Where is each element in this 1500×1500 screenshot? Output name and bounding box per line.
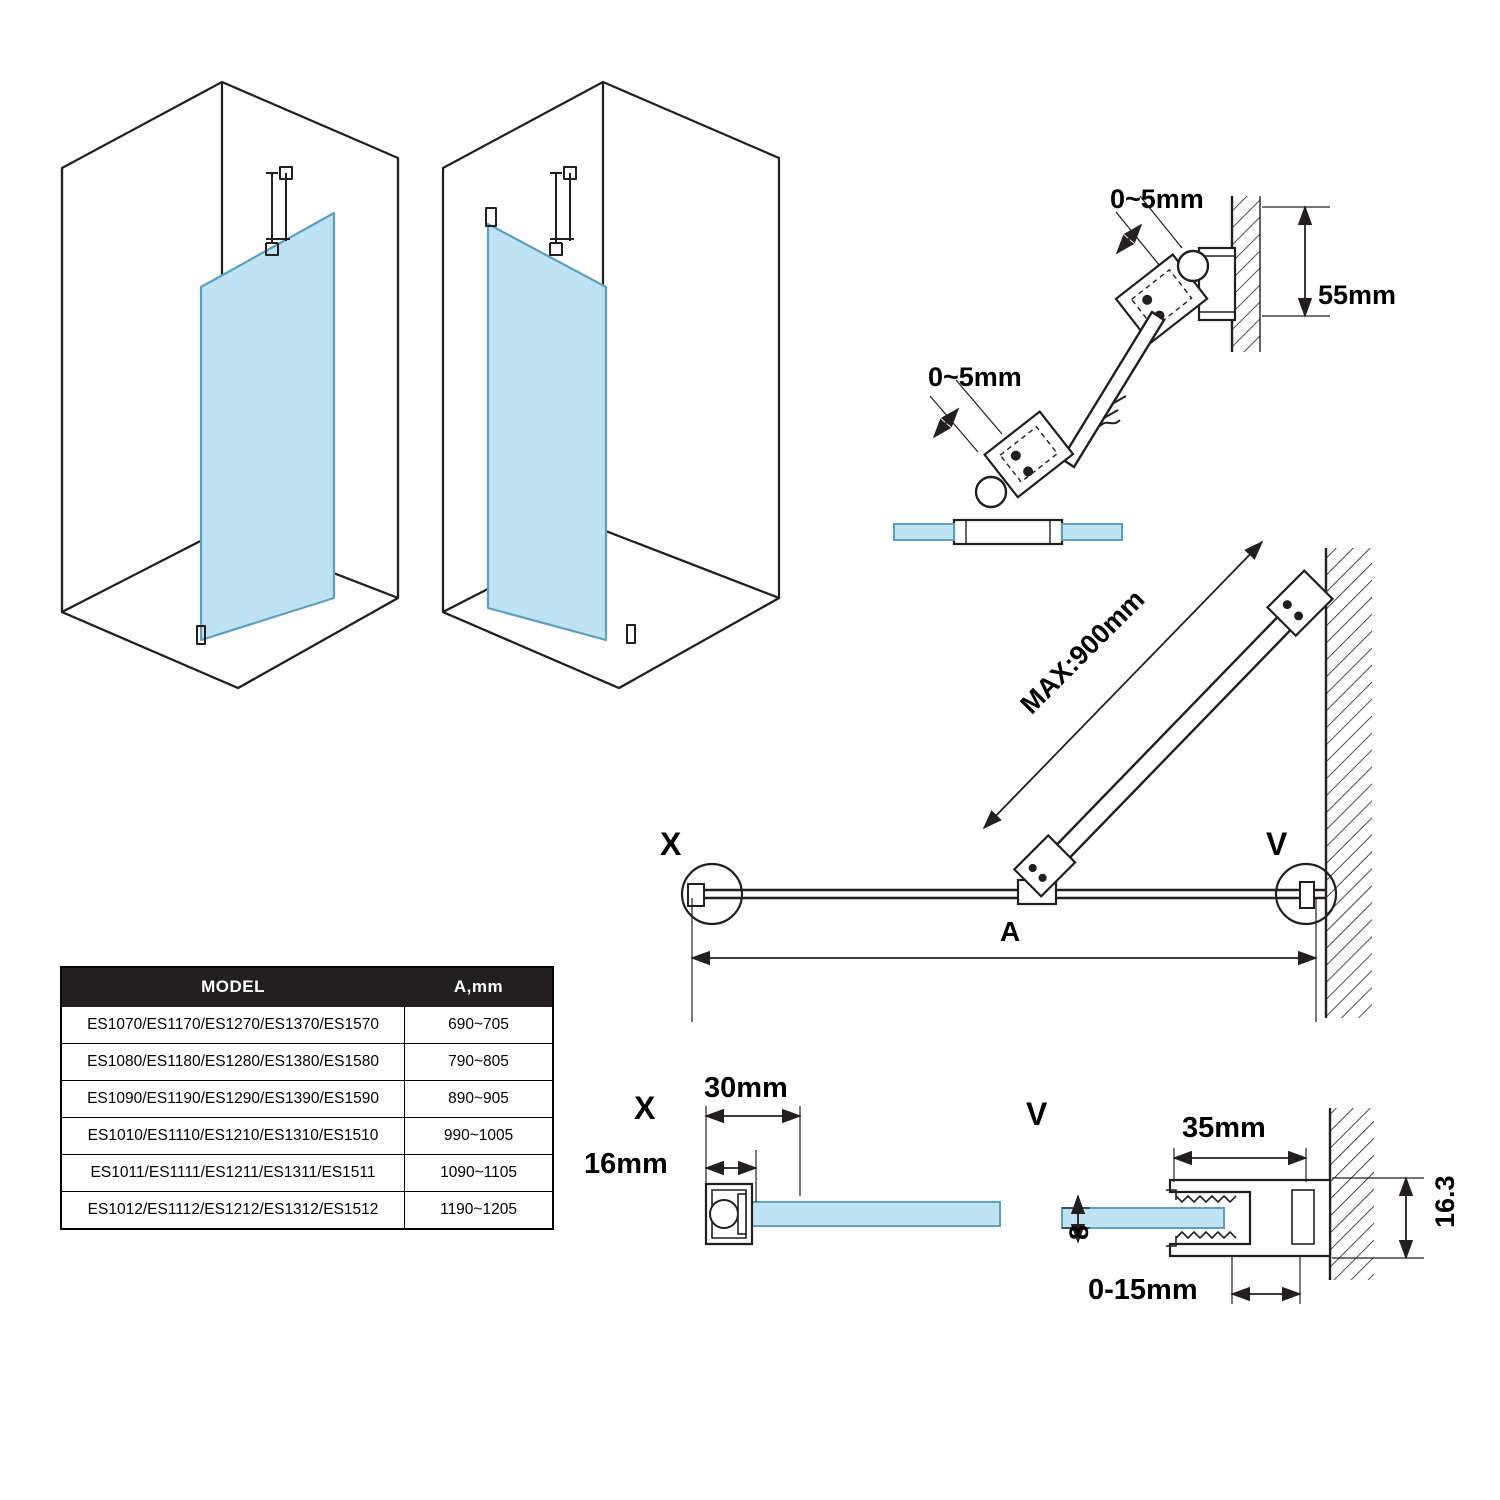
label-wall-profile-height: 16.3	[1430, 1175, 1460, 1228]
table-cell-model: ES1012/ES1112/ES1212/ES1312/ES1512	[61, 1192, 405, 1230]
table-row	[61, 1007, 553, 1044]
label-detail-v-marker: V	[1266, 826, 1288, 862]
label-bracket-gap-bottom: 0~5mm	[928, 362, 1022, 392]
label-detail-x-title: X	[634, 1090, 656, 1126]
table-cell-model: ES1090/ES1190/ES1290/ES1390/ES1590	[61, 1081, 405, 1118]
model-dimension-table	[60, 966, 554, 1230]
label-profile-x-width: 30mm	[704, 1072, 788, 1104]
label-wall-adjust: 0-15mm	[1088, 1274, 1198, 1306]
label-glass-thickness: 8	[1064, 1224, 1094, 1240]
table-cell-a: 890~905	[405, 1081, 553, 1118]
table-cell-a: 690~705	[405, 1007, 553, 1044]
label-profile-v-width: 35mm	[1182, 1112, 1266, 1144]
plan-view	[682, 542, 1372, 1022]
iso-view-right	[443, 82, 779, 688]
table-header-model: MODEL	[61, 967, 405, 1007]
label-detail-v-title: V	[1026, 1096, 1048, 1132]
label-plan-width: A	[1000, 916, 1021, 947]
table-row	[61, 1044, 553, 1081]
table-header-a: A,mm	[405, 967, 553, 1007]
table-cell-model: ES1070/ES1170/ES1270/ES1370/ES1570	[61, 1007, 405, 1044]
label-bracket-gap-top: 0~5mm	[1110, 184, 1204, 214]
detail-x-section	[706, 1106, 1000, 1244]
table-cell-a: 1190~1205	[405, 1192, 553, 1230]
label-profile-x-inner: 16mm	[584, 1148, 668, 1180]
table-row	[61, 1118, 553, 1155]
label-bar-max-length: MAX:900mm	[1014, 583, 1151, 720]
label-detail-x-marker: X	[660, 826, 682, 862]
table-cell-a: 990~1005	[405, 1118, 553, 1155]
table-header-row	[61, 967, 553, 1007]
table-cell-a: 1090~1105	[405, 1155, 553, 1192]
table-row	[61, 1081, 553, 1118]
table-row	[61, 1155, 553, 1192]
label-wall-plate-height: 55mm	[1318, 280, 1397, 310]
table-cell-model: ES1080/ES1180/ES1280/ES1380/ES1580	[61, 1044, 405, 1081]
table-row	[61, 1192, 553, 1230]
table-cell-model: ES1010/ES1110/ES1210/ES1310/ES1510	[61, 1118, 405, 1155]
table-cell-model: ES1011/ES1111/ES1211/ES1311/ES1511	[61, 1155, 405, 1192]
iso-view-left	[62, 82, 398, 688]
table-cell-a: 790~805	[405, 1044, 553, 1081]
